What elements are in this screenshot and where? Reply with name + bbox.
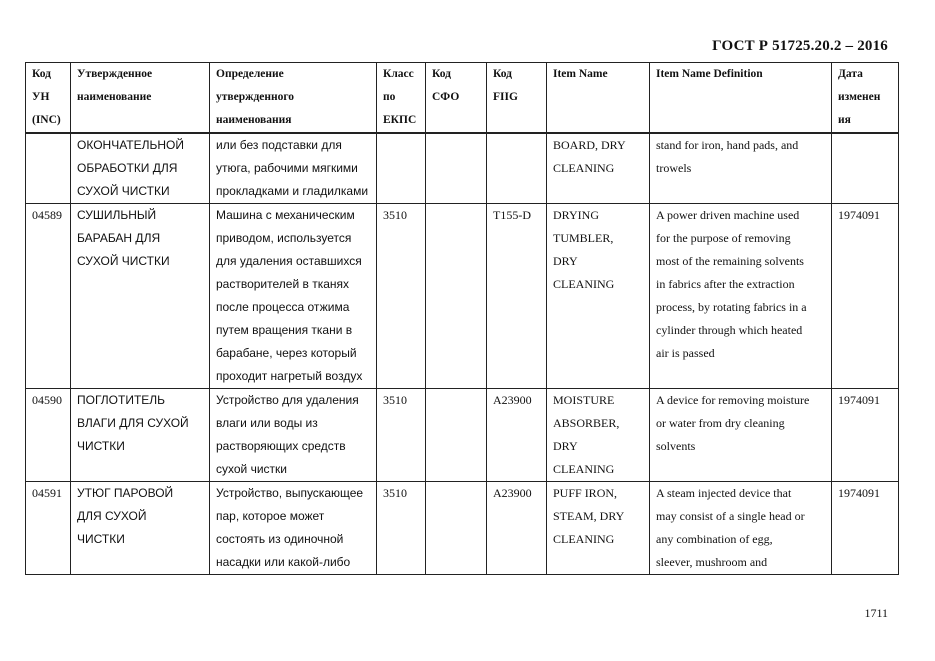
item-definition-cell: [650, 389, 832, 482]
approved-name-cell: [71, 204, 210, 389]
header-row: [26, 63, 899, 134]
class-cell: 3510: [377, 482, 426, 575]
cell-line: STEAM, DRY: [553, 509, 625, 523]
sfo-cell: [426, 482, 487, 575]
header-approved-name: [71, 63, 210, 134]
inc-cell: 04591: [26, 482, 71, 575]
table-row: [26, 204, 899, 389]
cell-line: CLEANING: [553, 277, 615, 291]
cell-line: ПОГЛОТИТЕЛЬ: [77, 393, 166, 407]
cell-line: СУХОЙ ЧИСТКИ: [77, 254, 170, 268]
approved-name-cell: [71, 482, 210, 575]
item-definition-cell: [650, 482, 832, 575]
cell-line: stand for iron, hand pads, and: [656, 138, 799, 152]
approved-name-cell: [71, 389, 210, 482]
cell-line: пар, которое может: [216, 509, 325, 523]
page-number: 1711: [864, 606, 888, 620]
cell-line: БАРАБАН ДЛЯ: [77, 231, 161, 245]
cell-line: process, by rotating fabrics in a: [656, 300, 807, 314]
header-line: по: [383, 91, 396, 103]
header-line: СФО: [432, 91, 460, 103]
cell-line: путем вращения ткани в: [216, 323, 353, 337]
classification-table: [25, 62, 899, 575]
item-name-cell: [547, 204, 650, 389]
header-class: [377, 63, 426, 134]
cell-line: после процесса отжима: [216, 300, 350, 314]
cell-line: Машина с механическим: [216, 208, 355, 222]
header-definition: [210, 63, 377, 134]
definition-cell: [210, 133, 377, 204]
cell-line: сухой чистки: [216, 462, 287, 476]
table-body: [26, 133, 899, 575]
cell-line: cylinder through which heated: [656, 323, 803, 337]
definition-cell: [210, 389, 377, 482]
class-cell: 3510: [377, 204, 426, 389]
sfo-cell: [426, 204, 487, 389]
fiig-cell: [487, 133, 547, 204]
cell-line: most of the remaining solvents: [656, 254, 804, 268]
cell-line: ОБРАБОТКИ ДЛЯ: [77, 161, 178, 175]
header-line: Дата: [838, 68, 863, 80]
cell-line: CLEANING: [553, 462, 615, 476]
cell-line: DRY: [553, 439, 578, 453]
cell-line: ВЛАГИ ДЛЯ СУХОЙ: [77, 416, 189, 430]
header-inc: [26, 63, 71, 134]
cell-line: or water from dry cleaning: [656, 416, 785, 430]
cell-line: solvents: [656, 439, 696, 453]
cell-line: или без подставки для: [216, 138, 342, 152]
cell-line: MOISTURE: [553, 393, 615, 407]
cell-line: in fabrics after the extraction: [656, 277, 795, 291]
header-line: Item Name: [553, 68, 608, 80]
header-line: УН: [32, 91, 50, 103]
cell-line: air is passed: [656, 346, 715, 360]
header-item-definition: [650, 63, 832, 134]
class-cell: [377, 133, 426, 204]
header-line: (INC): [32, 114, 61, 126]
cell-line: trowels: [656, 161, 692, 175]
cell-line: для удаления оставшихся: [216, 254, 362, 268]
date-cell: 1974091: [832, 389, 899, 482]
date-cell: 1974091: [832, 482, 899, 575]
cell-line: DRYING: [553, 208, 600, 222]
cell-line: BOARD, DRY: [553, 138, 626, 152]
item-definition-cell: [650, 133, 832, 204]
header-line: Код: [32, 68, 52, 80]
cell-line: DRY: [553, 254, 578, 268]
cell-line: any combination of egg,: [656, 532, 773, 546]
document-title: ГОСТ Р 51725.20.2 – 2016: [712, 38, 888, 54]
header-sfo: [426, 63, 487, 134]
definition-cell: [210, 204, 377, 389]
cell-line: sleever, mushroom and: [656, 555, 768, 569]
fiig-cell: A23900: [487, 482, 547, 575]
header-line: утвержденного: [216, 91, 295, 103]
header-line: Item Name Definition: [656, 68, 763, 80]
fiig-cell: A23900: [487, 389, 547, 482]
cell-line: TUMBLER,: [553, 231, 614, 245]
header-date: [832, 63, 899, 134]
sfo-cell: [426, 133, 487, 204]
cell-line: ДЛЯ СУХОЙ: [77, 509, 147, 523]
cell-line: приводом, используется: [216, 231, 352, 245]
cell-line: состоять из одиночной: [216, 532, 344, 546]
inc-cell: [26, 133, 71, 204]
cell-line: A device for removing moisture: [656, 393, 810, 407]
cell-line: ЧИСТКИ: [77, 439, 125, 453]
inc-cell: 04590: [26, 389, 71, 482]
header-line: наименования: [216, 114, 292, 126]
definition-cell: [210, 482, 377, 575]
header-line: Код: [493, 68, 513, 80]
cell-line: влаги или воды из: [216, 416, 318, 430]
header-line: Код: [432, 68, 452, 80]
table-row: [26, 389, 899, 482]
cell-line: утюга, рабочими мягкими: [216, 161, 358, 175]
cell-line: ОКОНЧАТЕЛЬНОЙ: [77, 138, 184, 152]
header-line: изменен: [838, 91, 881, 103]
cell-line: ABSORBER,: [553, 416, 620, 430]
cell-line: растворителей в тканях: [216, 277, 350, 291]
item-definition-cell: [650, 204, 832, 389]
header-line: Утвержденное: [77, 68, 153, 80]
header-item-name: [547, 63, 650, 134]
sfo-cell: [426, 389, 487, 482]
date-cell: [832, 133, 899, 204]
cell-line: A steam injected device that: [656, 486, 792, 500]
header-fiig: [487, 63, 547, 134]
cell-line: насадки или какой-либо: [216, 555, 351, 569]
item-name-cell: [547, 389, 650, 482]
date-cell: 1974091: [832, 204, 899, 389]
header-line: Определение: [216, 68, 284, 80]
cell-line: растворяющих средств: [216, 439, 346, 453]
cell-line: PUFF IRON,: [553, 486, 618, 500]
cell-line: УТЮГ ПАРОВОЙ: [77, 486, 174, 500]
header-line: ЕКПС: [383, 114, 417, 126]
table-header: [26, 63, 899, 134]
header-line: FIIG: [493, 91, 518, 103]
table-row: [26, 482, 899, 575]
approved-name-cell: [71, 133, 210, 204]
header-line: Класс: [383, 68, 414, 80]
cell-line: CLEANING: [553, 161, 615, 175]
item-name-cell: [547, 482, 650, 575]
cell-line: A power driven machine used: [656, 208, 800, 222]
cell-line: may consist of a single head or: [656, 509, 805, 523]
cell-line: СУШИЛЬНЫЙ: [77, 208, 157, 222]
cell-line: СУХОЙ ЧИСТКИ: [77, 184, 170, 198]
header-line: наименование: [77, 91, 152, 103]
cell-line: CLEANING: [553, 532, 615, 546]
cell-line: Устройство, выпускающее: [216, 486, 364, 500]
cell-line: прокладками и гладилками: [216, 184, 369, 198]
class-cell: 3510: [377, 389, 426, 482]
item-name-cell: [547, 133, 650, 204]
cell-line: for the purpose of removing: [656, 231, 791, 245]
inc-cell: 04589: [26, 204, 71, 389]
fiig-cell: T155-D: [487, 204, 547, 389]
cell-line: барабане, через который: [216, 346, 357, 360]
cell-line: Устройство для удаления: [216, 393, 359, 407]
header-line: ия: [838, 114, 851, 126]
table-row: [26, 133, 899, 204]
cell-line: ЧИСТКИ: [77, 532, 125, 546]
cell-line: проходит нагретый воздух: [216, 369, 363, 383]
